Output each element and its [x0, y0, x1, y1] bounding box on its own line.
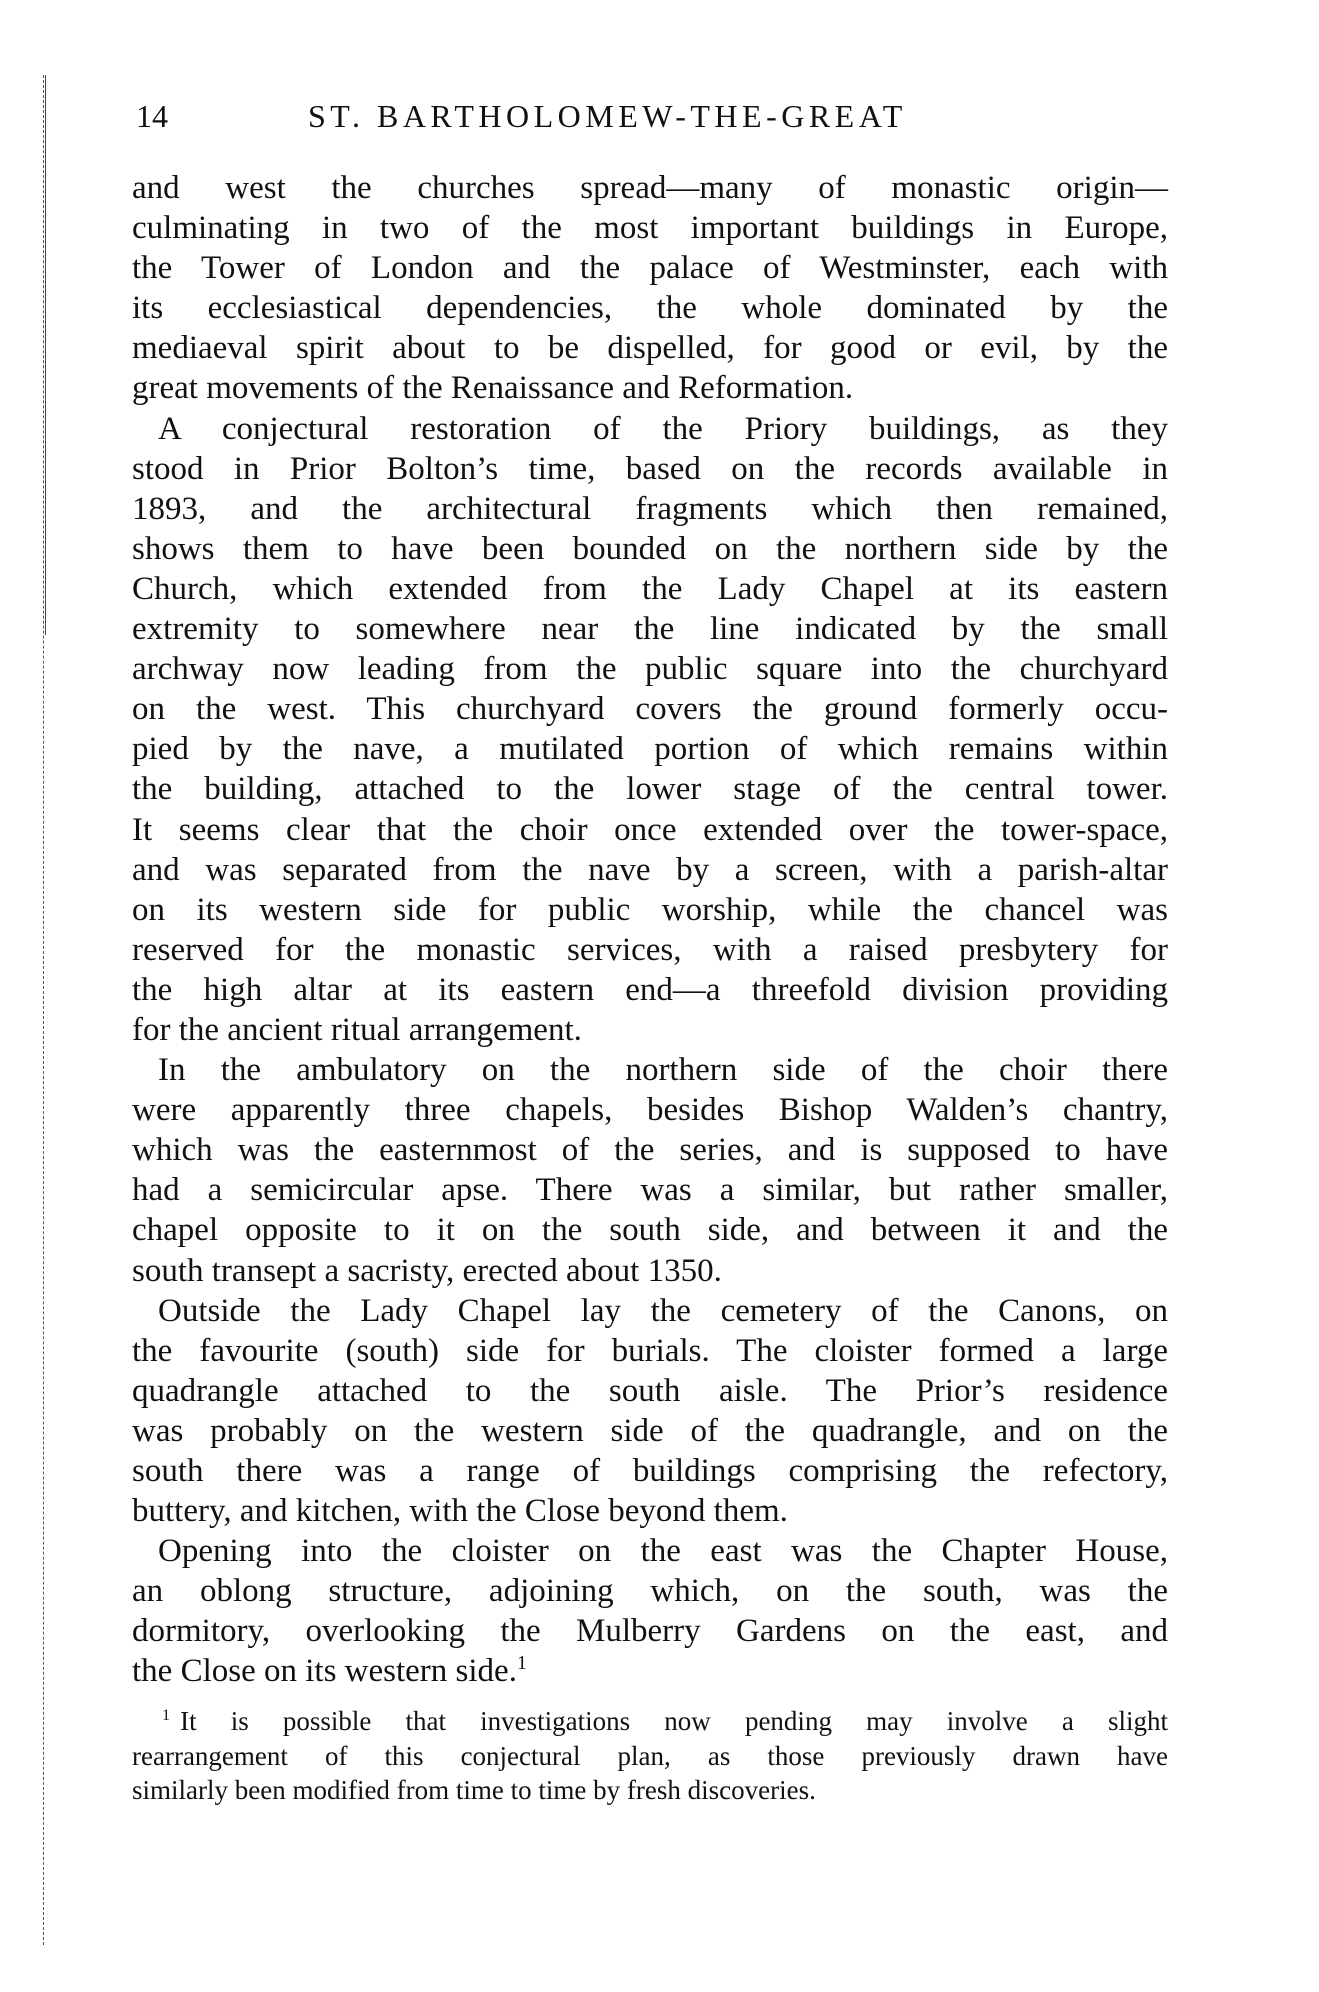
footnote-text: rearrangement of this conjectural plan, as those previously drawn have: [132, 1740, 1168, 1771]
text-line: [132, 689, 1168, 729]
text-line: [132, 1331, 1168, 1371]
text-line: [132, 890, 1168, 930]
text-line: [132, 288, 1168, 328]
text-line: [132, 449, 1168, 489]
footnote-line: [132, 1704, 1168, 1739]
line-text: on its western side for public worship, while the chancel was: [132, 891, 1168, 928]
line-text: chapel opposite to it on the south side, and between it and the: [132, 1212, 1168, 1249]
line-text: on the west. This churchyard covers the ground formerly occu-: [132, 691, 1168, 728]
body-text: [132, 168, 1168, 1692]
paragraph: [132, 1050, 1168, 1291]
line-text: the Tower of London and the palace of Westminster, each with: [132, 250, 1168, 287]
line-text: which was the easternmost of the series, and is supposed to have: [132, 1132, 1168, 1169]
line-text: Church, which extended from the Lady Chapel at its eastern: [132, 570, 1168, 607]
text-line: [132, 1611, 1168, 1651]
text-line: [132, 409, 1168, 449]
paragraph: [132, 409, 1168, 1051]
line-text: quadrangle attached to the south aisle. The Prior’s residence: [132, 1372, 1168, 1409]
text-line: [132, 769, 1168, 809]
text-line: [132, 1090, 1168, 1130]
text-line: [132, 1411, 1168, 1451]
line-text: Outside the Lady Chapel lay the cemetery of the Canons, on: [158, 1292, 1168, 1329]
line-text: the favourite (south) side for burials. The cloister formed a large: [132, 1332, 1168, 1369]
text-line: [132, 1210, 1168, 1250]
line-text: for the ancient ritual arrangement.: [132, 1011, 582, 1048]
text-line: [132, 850, 1168, 890]
running-title: ST. BARTHOLOMEW-THE-GREAT: [308, 98, 907, 134]
line-text: the high altar at its eastern end—a threefold division providing: [132, 971, 1168, 1008]
text-line: [132, 1571, 1168, 1611]
text-line: [132, 529, 1168, 569]
text-line: [132, 368, 1168, 408]
text-line: [132, 1451, 1168, 1491]
page-number: 14: [136, 98, 168, 134]
line-text: and west the churches spread—many of monastic origin—: [132, 170, 1168, 206]
footnote-text: similarly been modified from time to time by fresh discoveries.: [132, 1775, 816, 1805]
text-line: [132, 168, 1168, 208]
line-text: were apparently three chapels, besides Bishop Walden’s chantry,: [132, 1092, 1168, 1129]
line-text: shows them to have been bounded on the northern side by the: [132, 530, 1168, 567]
line-text: buttery, and kitchen, with the Close beyond them.: [132, 1493, 788, 1530]
footnote-marker: 1: [162, 1706, 171, 1725]
line-text: pied by the nave, a mutilated portion of which remains within: [132, 731, 1168, 768]
line-text: south there was a range of buildings comprising the refectory,: [132, 1453, 1168, 1489]
footnote-text: It is possible that investigations now pending may involve a slight: [180, 1706, 1168, 1736]
text-line: [132, 1130, 1168, 1170]
page-gutter-edge: [43, 75, 44, 1945]
footnote-line: [132, 1773, 1168, 1808]
text-line: [132, 1371, 1168, 1411]
line-text: A conjectural restoration of the Priory buildings, as they: [158, 410, 1168, 447]
line-text: mediaeval spirit about to be dispelled, for good or evil, by the: [132, 330, 1168, 367]
text-line: [132, 489, 1168, 529]
footnote: [132, 1704, 1168, 1808]
line-text: dormitory, overlooking the Mulberry Gardens on the east, and: [132, 1613, 1168, 1650]
footnote-line: [132, 1739, 1168, 1774]
line-text: its ecclesiastical dependencies, the whole dominated by the: [132, 290, 1168, 327]
paragraph: [132, 1531, 1168, 1691]
text-line: [132, 1050, 1168, 1090]
text-line: [132, 1010, 1168, 1050]
text-line: [132, 1170, 1168, 1210]
paragraph: [132, 1291, 1168, 1532]
text-line: [132, 729, 1168, 769]
text-line: [132, 1251, 1168, 1291]
line-text: the Close on its western side.: [132, 1653, 517, 1690]
line-text: had a semicircular apse. There was a similar, but rather smaller,: [132, 1172, 1168, 1209]
text-line: [132, 649, 1168, 689]
text-line: [132, 208, 1168, 248]
footnote-reference: 1: [516, 1652, 527, 1675]
line-text: great movements of the Renaissance and Reformation.: [132, 370, 854, 407]
line-text: was probably on the western side of the quadrangle, and on the: [132, 1412, 1168, 1449]
page-gutter-line: [45, 75, 46, 635]
line-text: the building, attached to the lower stage of the central tower.: [132, 771, 1168, 808]
text-line: [132, 609, 1168, 649]
text-line: [132, 569, 1168, 609]
line-text: stood in Prior Bolton’s time, based on the records available in: [132, 450, 1168, 487]
text-line: [132, 248, 1168, 288]
text-line: [132, 1491, 1168, 1531]
line-text: and was separated from the nave by a screen, with a parish-altar: [132, 851, 1168, 888]
line-text: south transept a sacristy, erected about 1350.: [132, 1252, 722, 1289]
line-text: 1893, and the architectural fragments which then remained,: [132, 490, 1168, 527]
line-text: Opening into the cloister on the east was the Chapter House,: [158, 1533, 1168, 1570]
text-line: [132, 810, 1168, 850]
line-text: In the ambulatory on the northern side of the choir there: [158, 1052, 1168, 1089]
running-header: [0, 98, 1319, 140]
line-text: reserved for the monastic services, with a raised presbytery for: [132, 931, 1168, 968]
text-line: [132, 328, 1168, 368]
line-text: archway now leading from the public square into the churchyard: [132, 651, 1168, 688]
line-text: an oblong structure, adjoining which, on the south, was the: [132, 1573, 1168, 1610]
paragraph: [132, 168, 1168, 409]
text-line: [132, 970, 1168, 1010]
text-line: [132, 1291, 1168, 1331]
line-text: It seems clear that the choir once extended over the tower-space,: [132, 811, 1168, 848]
line-text: culminating in two of the most important buildings in Europe,: [132, 210, 1168, 247]
text-line: [132, 1531, 1168, 1571]
text-line: [132, 930, 1168, 970]
line-text: extremity to somewhere near the line indicated by the small: [132, 611, 1168, 648]
text-line: [132, 1651, 1168, 1691]
